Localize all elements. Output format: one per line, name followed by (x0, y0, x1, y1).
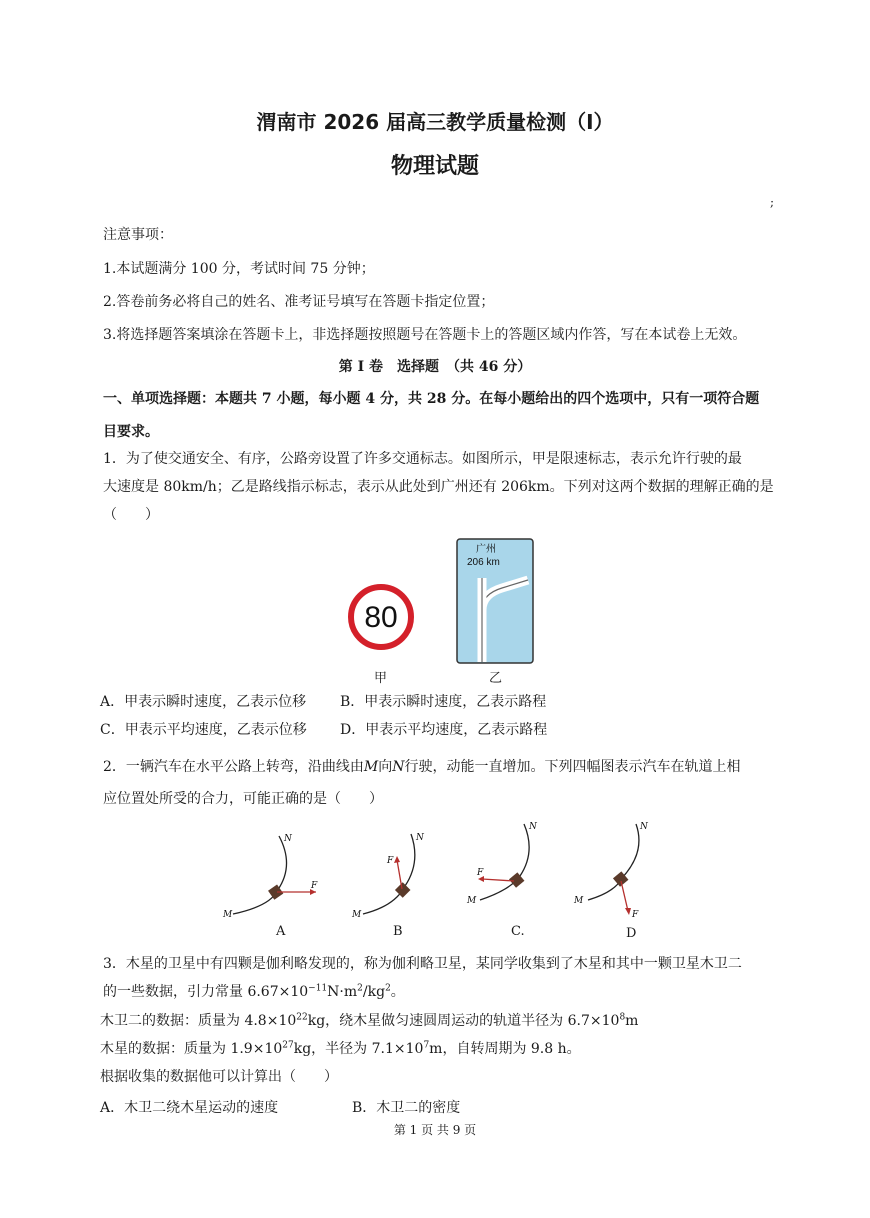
q1-option-a: A．甲表示瞬时速度，乙表示位移 (100, 694, 307, 710)
q2-label-c: C. (511, 924, 525, 939)
q2-c-force-label: F (477, 868, 484, 878)
section-title: 第 I 卷 选择题 （共 46 分） (338, 359, 532, 375)
q2-b-m-label: M (352, 910, 362, 920)
q2-d-n-label: N (640, 822, 648, 832)
speed-limit-sign (347, 583, 415, 651)
q3-stem-line1: 3．木星的卫星中有四颗是伽利略发现的，称为伽利略卫星，某同学收集到了木星和其中一颗卫星木卫二 (103, 956, 742, 972)
route-sign-distance: 206 km (467, 557, 500, 568)
part1-instructions-line2: 目要求。 (103, 424, 159, 440)
q3-europa-data: 木卫二的数据：质量为 $4.8\times 10^{22}kg$，绕木星做匀速圆周运动的轨道半径为 $6.7\times 10^8m$ (100, 1012, 639, 1029)
q3-jupiter-data: 木星的数据：质量为 $1.9\times 10^{27}kg$，半径为 $7.1\times 10^7m$，自转周期为 9.8 h。 (100, 1040, 581, 1057)
q2-stem-line2: 应位置处所受的合力，可能正确的是（ ） (103, 791, 383, 807)
q1-option-b: B．甲表示瞬时速度，乙表示路程 (340, 694, 547, 710)
q2-stem-line1: 2．一辆汽车在水平公路上转弯，沿曲线由M向N行驶，动能一直增加。下列四幅图表示汽车在轨道上相 (103, 759, 741, 775)
q3-question: 根据收集的数据他可以计算出（ ） (100, 1069, 338, 1085)
page-number: 第 1 页 共 9 页 (393, 1123, 477, 1137)
q1-option-c: C．甲表示平均速度，乙表示位移 (100, 722, 307, 738)
q1-stem-line3: （ ） (103, 507, 159, 523)
q1-stem-line2: 大速度是 80km/h；乙是路线指示标志，表示从此处到广州还有 206km。下列对这两个数据的理解正确的是 (103, 479, 774, 495)
q3-stem-line2: 的一些数据，引力常量 $6.67\times 10^{-11}N\cdot m^2/kg^2$。 (103, 983, 405, 1000)
q2-b-force-label: F (387, 856, 394, 866)
q2-c-n-label: N (529, 822, 537, 832)
q2-label-a: A (276, 924, 286, 939)
route-sign (456, 538, 534, 664)
q1-stem-line1: 1．为了使交通安全、有序，公路旁设置了许多交通标志。如图所示，甲是限速标志，表示允许行驶的最 (103, 451, 742, 467)
q1-option-d: D．甲表示平均速度，乙表示路程 (340, 722, 548, 738)
q2-a-force-label: F (311, 881, 318, 891)
speed-limit-value: 80 (364, 601, 398, 634)
subject-title: 物理试题 (390, 154, 479, 179)
stray-mark: ; (770, 195, 775, 209)
q3-option-b: B．木卫二的密度 (352, 1100, 461, 1116)
q2-figure-d (570, 818, 680, 923)
q2-figure-a (215, 826, 335, 926)
q3-option-a: A．木卫二绕木星运动的速度 (100, 1100, 279, 1116)
part1-instructions-line1: 一、单项选择题：本题共 7 小题，每小题 4 分，共 28 分。在每小题给出的四个选项中，只有一项符合题 (103, 391, 760, 407)
notice-heading: 注意事项： (103, 227, 173, 243)
q2-figure-b (345, 826, 445, 926)
notice-item-1: 1.本试题满分 100 分，考试时间 75 分钟； (103, 261, 375, 277)
notice-item-3: 3.将选择题答案填涂在答题卡上，非选择题按照题号在答题卡上的答题区域内作答，写在本试卷上无效。 (103, 327, 747, 343)
q2-a-n-label: N (284, 834, 292, 844)
q2-b-n-label: N (416, 833, 424, 843)
sign-label-jia: 甲 (374, 671, 388, 686)
route-sign-city: 广州 (476, 544, 496, 555)
q2-c-m-label: M (467, 896, 477, 906)
q2-label-d: D (626, 926, 637, 941)
sign-label-yi: 乙 (489, 671, 503, 686)
notice-item-2: 2.答卷前务必将自己的姓名、准考证号填写在答题卡指定位置； (103, 294, 495, 310)
q2-d-m-label: M (574, 896, 584, 906)
exam-title: 渭南市 2026 届高三教学质量检测（I） (256, 110, 614, 134)
q2-label-b: B (393, 924, 403, 939)
q2-d-force-label: F (632, 910, 639, 920)
q2-figure-c (460, 818, 570, 918)
q2-a-m-label: M (223, 910, 233, 920)
